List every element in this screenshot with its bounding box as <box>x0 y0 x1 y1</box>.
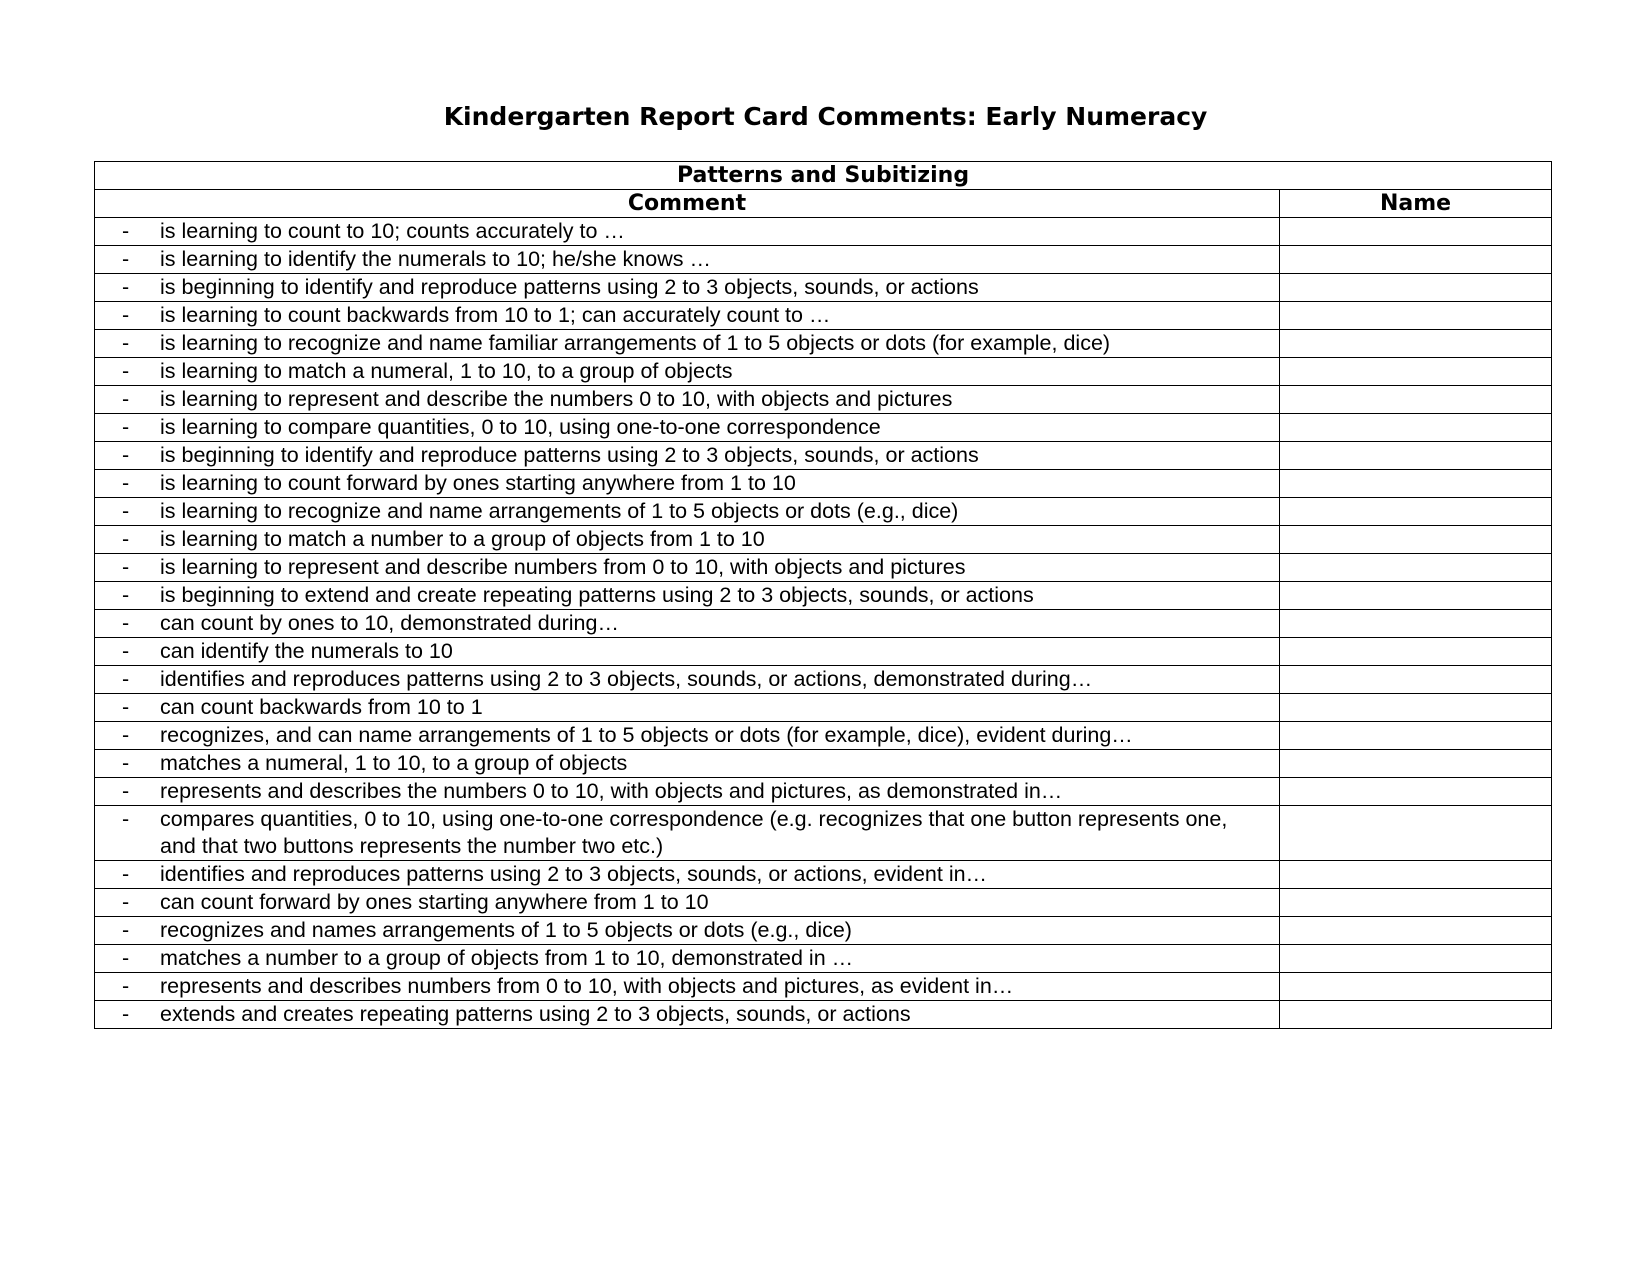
table-row <box>95 414 1552 442</box>
comment-cell <box>95 330 1280 358</box>
comment-text: is beginning to identify and reproduce patterns using 2 to 3 objects, sounds, or actions <box>160 275 979 299</box>
name-cell[interactable] <box>1280 917 1552 945</box>
list-item <box>95 778 1279 805</box>
name-cell[interactable] <box>1280 582 1552 610</box>
table-row <box>95 722 1552 750</box>
table-row <box>95 218 1552 246</box>
bullet-marker: - <box>122 219 130 243</box>
bullet-marker: - <box>122 471 130 495</box>
bullet-marker: - <box>122 415 130 439</box>
comment-cell <box>95 1001 1280 1029</box>
comment-text: matches a number to a group of objects from 1 to 10, demonstrated in … <box>160 946 854 970</box>
table-row <box>95 470 1552 498</box>
comment-cell <box>95 246 1280 274</box>
comment-cell <box>95 750 1280 778</box>
bullet-marker: - <box>122 667 130 691</box>
bullet-marker: - <box>122 443 130 467</box>
name-cell[interactable] <box>1280 358 1552 386</box>
bullet-marker: - <box>122 387 130 411</box>
name-cell[interactable] <box>1280 973 1552 1001</box>
bullet-marker: - <box>122 862 130 886</box>
table-row <box>95 917 1552 945</box>
table-row <box>95 750 1552 778</box>
comment-text: is learning to count backwards from 10 to 1; can accurately count to … <box>160 303 831 327</box>
table-row <box>95 973 1552 1001</box>
list-item <box>95 722 1279 749</box>
comment-text: can count by ones to 10, demonstrated during… <box>160 611 619 635</box>
comment-text: is beginning to extend and create repeating patterns using 2 to 3 objects, sounds, or actions <box>160 583 1034 607</box>
bullet-marker: - <box>122 527 130 551</box>
list-item <box>95 554 1279 581</box>
comment-cell <box>95 945 1280 973</box>
name-cell[interactable] <box>1280 666 1552 694</box>
list-item <box>95 246 1279 273</box>
comment-text: is learning to recognize and name familiar arrangements of 1 to 5 objects or dots (for example, dice) <box>160 331 1111 355</box>
comment-text: matches a numeral, 1 to 10, to a group of objects <box>160 751 628 775</box>
name-cell[interactable] <box>1280 889 1552 917</box>
table-body <box>95 218 1552 1029</box>
comment-text: is learning to compare quantities, 0 to 10, using one-to-one correspondence <box>160 415 881 439</box>
table-row <box>95 554 1552 582</box>
list-item <box>95 274 1279 301</box>
name-cell[interactable] <box>1280 274 1552 302</box>
comment-cell <box>95 274 1280 302</box>
list-item <box>95 414 1279 441</box>
table-row <box>95 806 1552 861</box>
comment-cell <box>95 498 1280 526</box>
bullet-marker: - <box>122 555 130 579</box>
list-item <box>95 889 1279 916</box>
bullet-marker: - <box>122 779 130 803</box>
comment-cell <box>95 861 1280 889</box>
name-cell[interactable] <box>1280 778 1552 806</box>
name-cell[interactable] <box>1280 386 1552 414</box>
list-item <box>95 358 1279 385</box>
comment-text: is learning to identify the numerals to 10; he/she knows … <box>160 247 711 271</box>
comment-cell <box>95 442 1280 470</box>
comment-text: recognizes, and can name arrangements of 1 to 5 objects or dots (for example, dice), evident during… <box>160 723 1133 747</box>
bullet-marker: - <box>122 247 130 271</box>
comment-cell <box>95 722 1280 750</box>
name-cell[interactable] <box>1280 945 1552 973</box>
table-row <box>95 498 1552 526</box>
comment-cell <box>95 666 1280 694</box>
comment-cell <box>95 554 1280 582</box>
name-cell[interactable] <box>1280 330 1552 358</box>
section-heading: Patterns and Subitizing <box>95 162 1552 190</box>
list-item <box>95 330 1279 357</box>
table-row <box>95 246 1552 274</box>
table-row <box>95 889 1552 917</box>
comment-column-header: Comment <box>95 190 1280 218</box>
table-row <box>95 302 1552 330</box>
bullet-marker: - <box>122 359 130 383</box>
name-column-header: Name <box>1280 190 1552 218</box>
comment-text: is learning to match a numeral, 1 to 10, to a group of objects <box>160 359 733 383</box>
name-cell[interactable] <box>1280 694 1552 722</box>
table-header <box>95 162 1552 218</box>
list-item <box>95 806 1279 860</box>
table-row <box>95 694 1552 722</box>
comment-cell <box>95 582 1280 610</box>
comment-text: identifies and reproduces patterns using 2 to 3 objects, sounds, or actions, demonstrated during… <box>160 667 1093 691</box>
list-item <box>95 750 1279 777</box>
name-cell[interactable] <box>1280 861 1552 889</box>
name-cell[interactable] <box>1280 750 1552 778</box>
bullet-marker: - <box>122 751 130 775</box>
table-row <box>95 778 1552 806</box>
table-row <box>95 945 1552 973</box>
bullet-marker: - <box>122 331 130 355</box>
comment-cell <box>95 386 1280 414</box>
table-row <box>95 274 1552 302</box>
bullet-marker: - <box>122 807 130 831</box>
bullet-marker: - <box>122 890 130 914</box>
list-item <box>95 694 1279 721</box>
list-item <box>95 945 1279 972</box>
table-row <box>95 638 1552 666</box>
list-item <box>95 610 1279 637</box>
list-item <box>95 917 1279 944</box>
bullet-marker: - <box>122 583 130 607</box>
bullet-marker: - <box>122 946 130 970</box>
name-cell[interactable] <box>1280 414 1552 442</box>
name-cell[interactable] <box>1280 218 1552 246</box>
name-cell[interactable] <box>1280 806 1552 861</box>
table-row <box>95 666 1552 694</box>
list-item <box>95 526 1279 553</box>
comment-cell <box>95 218 1280 246</box>
bullet-marker: - <box>122 695 130 719</box>
table-row <box>95 1001 1552 1029</box>
list-item <box>95 302 1279 329</box>
comment-text: is learning to represent and describe numbers from 0 to 10, with objects and pictures <box>160 555 966 579</box>
bullet-marker: - <box>122 639 130 663</box>
comment-text: can identify the numerals to 10 <box>160 639 453 663</box>
comment-text: is learning to count forward by ones starting anywhere from 1 to 10 <box>160 471 796 495</box>
comment-cell <box>95 302 1280 330</box>
table-row <box>95 358 1552 386</box>
name-cell[interactable] <box>1280 470 1552 498</box>
comment-text: is learning to represent and describe the numbers 0 to 10, with objects and pictures <box>160 387 953 411</box>
list-item <box>95 861 1279 888</box>
comment-text: is learning to count to 10; counts accurately to … <box>160 219 625 243</box>
name-cell[interactable] <box>1280 302 1552 330</box>
comment-cell <box>95 414 1280 442</box>
table-row <box>95 330 1552 358</box>
name-cell[interactable] <box>1280 1001 1552 1029</box>
comment-cell <box>95 526 1280 554</box>
list-item <box>95 386 1279 413</box>
table-row <box>95 442 1552 470</box>
comment-cell <box>95 973 1280 1001</box>
list-item <box>95 1001 1279 1028</box>
list-item <box>95 582 1279 609</box>
table-row <box>95 610 1552 638</box>
name-cell[interactable] <box>1280 442 1552 470</box>
comment-cell <box>95 610 1280 638</box>
comment-cell <box>95 694 1280 722</box>
bullet-marker: - <box>122 275 130 299</box>
name-cell[interactable] <box>1280 722 1552 750</box>
table-row <box>95 582 1552 610</box>
list-item <box>95 638 1279 665</box>
comment-text: extends and creates repeating patterns using 2 to 3 objects, sounds, or actions <box>160 1002 911 1026</box>
name-cell[interactable] <box>1280 246 1552 274</box>
comment-text: is learning to match a number to a group of objects from 1 to 10 <box>160 527 765 551</box>
list-item <box>95 666 1279 693</box>
name-cell[interactable] <box>1280 498 1552 526</box>
table-row <box>95 861 1552 889</box>
list-item <box>95 218 1279 245</box>
comment-cell <box>95 889 1280 917</box>
comment-text: recognizes and names arrangements of 1 to 5 objects or dots (e.g., dice) <box>160 918 852 942</box>
comment-cell <box>95 806 1280 861</box>
comment-cell <box>95 358 1280 386</box>
comment-cell <box>95 470 1280 498</box>
comment-text: can count backwards from 10 to 1 <box>160 695 483 719</box>
bullet-marker: - <box>122 974 130 998</box>
comment-cell <box>95 917 1280 945</box>
comment-text: identifies and reproduces patterns using 2 to 3 objects, sounds, or actions, evident in… <box>160 862 988 886</box>
comment-text: represents and describes the numbers 0 to 10, with objects and pictures, as demonstrated in… <box>160 779 1063 803</box>
section-heading-row <box>95 162 1552 190</box>
comment-text: is learning to recognize and name arrangements of 1 to 5 objects or dots (e.g., dice) <box>160 499 959 523</box>
comment-text: is beginning to identify and reproduce patterns using 2 to 3 objects, sounds, or actions <box>160 443 979 467</box>
bullet-marker: - <box>122 918 130 942</box>
bullet-marker: - <box>122 499 130 523</box>
list-item <box>95 470 1279 497</box>
name-cell[interactable] <box>1280 526 1552 554</box>
list-item <box>95 442 1279 469</box>
name-cell[interactable] <box>1280 610 1552 638</box>
bullet-marker: - <box>122 303 130 327</box>
list-item <box>95 498 1279 525</box>
table-row <box>95 386 1552 414</box>
comment-cell <box>95 778 1280 806</box>
name-cell[interactable] <box>1280 554 1552 582</box>
page-title: Kindergarten Report Card Comments: Early Numeracy <box>443 102 1208 131</box>
bullet-marker: - <box>122 611 130 635</box>
comment-text: represents and describes numbers from 0 to 10, with objects and pictures, as evident in… <box>160 974 1014 998</box>
comment-cell <box>95 638 1280 666</box>
comment-text: compares quantities, 0 to 10, using one-to-one correspondence (e.g. recognizes that one button represents one, and that two buttons represents the number two etc.) <box>160 807 1228 858</box>
name-cell[interactable] <box>1280 638 1552 666</box>
comment-text: can count forward by ones starting anywhere from 1 to 10 <box>160 890 709 914</box>
bullet-marker: - <box>122 1002 130 1026</box>
list-item <box>95 973 1279 1000</box>
table-row <box>95 526 1552 554</box>
comments-table <box>94 161 1552 1029</box>
bullet-marker: - <box>122 723 130 747</box>
column-header-row <box>95 190 1552 218</box>
